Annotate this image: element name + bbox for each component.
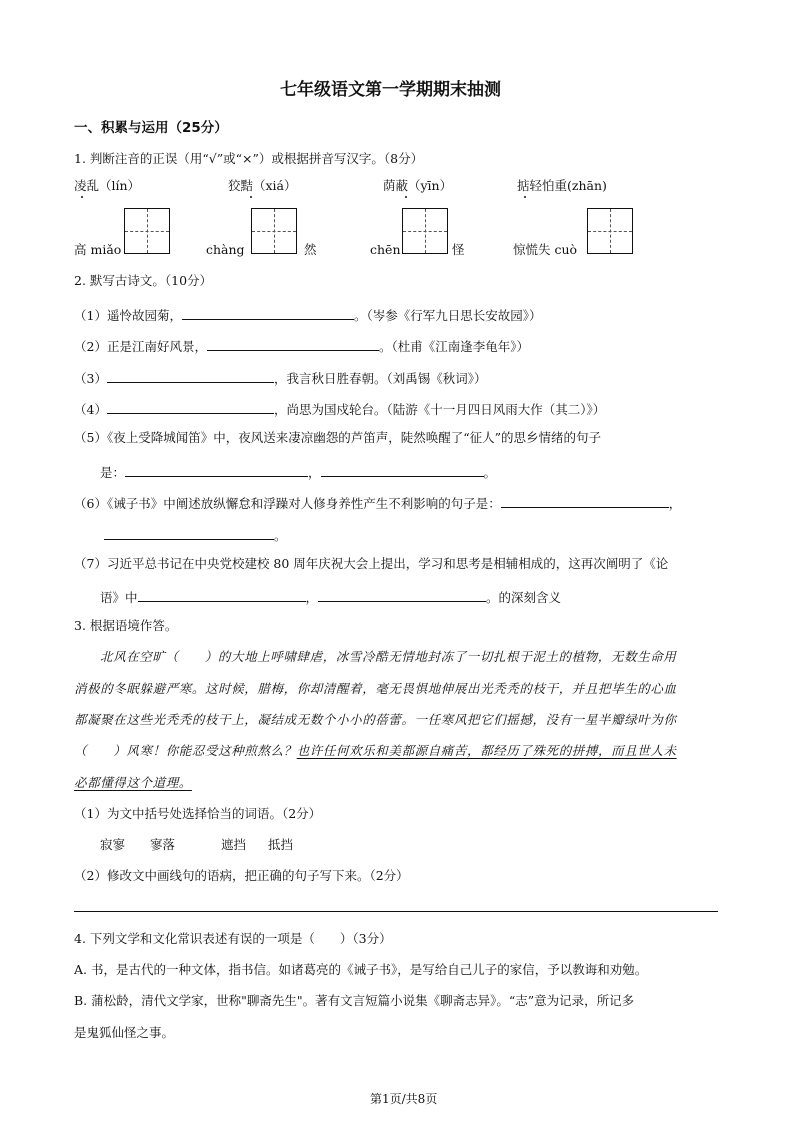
q1-pinyin: chàng [206, 242, 245, 257]
q3-passage-line: 消极的冬眠躲避严寒。这时候，腊梅，你却清醒着，毫无畏惧地伸展出光秃秃的枝干，并且把毕生的心血 [74, 681, 677, 696]
q3-sub1: （1）为文中括号处选择恰当的词语。（2分） [74, 806, 322, 821]
q1-item: 掂轻怕重(zhān) [517, 178, 607, 193]
answer-blank[interactable] [207, 338, 379, 351]
q2-line-1: （1）遥怜故园菊， 。（岑参《行军九日思长安故园》） [74, 308, 542, 323]
q2-line-5b: 是： ， 。 [100, 465, 497, 480]
q2-line-5a: （5）《夜上受降城闻笛》中，夜风送来凄凉幽怨的芦笛声，陡然唤醒了“征人”的思乡情绪的句子 [74, 430, 601, 445]
answer-blank[interactable] [321, 464, 484, 477]
q1-pinyin: chēn [370, 242, 401, 257]
page-title: 七年级语文第一学期期末抽测 [280, 80, 501, 100]
q2-line-4: （4） ，尚思为国戍轮台。（陆游《十一月四日风雨大作（其二）》） [74, 402, 606, 417]
q1-stem: 1. 判断注音的正误（用“√”或“×”）或根据拼音写汉字。（8分） [74, 151, 424, 166]
answer-blank[interactable] [107, 401, 274, 414]
q3-passage-line: 北风在空旷（ ）的大地上呼啸肆虐，冰雪冷酷无情地封冻了一切扎根于泥土的植物，无数生命用 [100, 649, 677, 664]
q1-item: 狡黠（xiá） [228, 178, 297, 193]
q1-suffix: 怪 [452, 242, 465, 257]
q3-option: 抵挡 [268, 837, 294, 852]
writing-box[interactable] [587, 208, 633, 254]
q3-option: 寂寥 [100, 837, 126, 852]
q2-line-3: （3） ，我言秋日胜春朝。（刘禹锡《秋词》） [74, 371, 487, 386]
q1-suffix: 然 [304, 242, 317, 257]
page-footer: 第1页/共8页 [370, 1092, 438, 1106]
writing-box[interactable] [402, 208, 448, 254]
q2-line-7b: 语》中 ， 。的深刻含义 [100, 590, 562, 605]
q2-stem: 2. 默写古诗文。（10分） [74, 273, 213, 288]
writing-box[interactable] [251, 208, 297, 254]
q2-line-7a: （7）习近平总书记在中央党校建校 80 周年庆祝大会上提出，学习和思考是相辅相成的，这再次阐明了《论 [74, 556, 669, 571]
underlined-sentence: 也许任何欢乐和美都源自痛苦，都经历了殊死的拼搏，而且世人未 [296, 743, 677, 758]
q3-passage-line: （ ）风寒！你能忍受这种煎熬么？也许任何欢乐和美都源自痛苦，都经历了殊死的拼搏，而且世人未 [74, 743, 677, 758]
answer-blank[interactable] [104, 527, 274, 540]
q2-line-6a: （6）《诫子书》中阐述放纵懈怠和浮躁对人修身养性产生不利影响的句子是： ， [74, 496, 682, 511]
q3-stem: 3. 根据语境作答。 [74, 618, 178, 633]
answer-blank[interactable] [318, 589, 486, 602]
answer-blank[interactable] [107, 370, 274, 383]
q4-option-a: A. 书，是古代的一种文体，指书信。如诸葛亮的《诫子书》，是写给自己儿子的家信，予以教诲和劝勉。 [74, 962, 648, 977]
q2-line-6b: 。 [104, 527, 287, 543]
q3-option: 寥落 [150, 837, 176, 852]
q4-stem: 4. 下列文学和文化常识表述有误的一项是（ ）（3分） [74, 931, 392, 946]
answer-blank[interactable] [501, 495, 669, 508]
q1-pinyin: 高 miǎo [74, 242, 122, 257]
q3-passage-line: 都凝聚在这些光秃秃的枝干上，凝结成无数个小小的蓓蕾。一任寒风把它们摇撼，没有一星半瓣绿叶为你 [74, 712, 677, 727]
writing-box[interactable] [124, 208, 170, 254]
section-heading: 一、积累与运用（25分） [74, 120, 228, 136]
q4-option-b: B. 蒲松龄，清代文学家，世称"聊斋先生"。著有文言短篇小说集《聊斋志异》。“志”意为记录，所记多 [74, 993, 635, 1008]
q4-option-b-cont: 是鬼狐仙怪之事。 [74, 1025, 175, 1040]
q1-pinyin: 惊慌失 cuò [513, 242, 578, 257]
underlined-sentence-end: 必都懂得这个道理。 [74, 775, 192, 790]
q2-line-2: （2）正是江南好风景， 。（杜甫《江南逢李龟年》） [74, 339, 529, 354]
q3-option: 遮挡 [221, 837, 247, 852]
answer-line[interactable] [74, 911, 718, 912]
answer-blank[interactable] [125, 464, 308, 477]
q3-sub2: （2）修改文中画线句的语病，把正确的句子写下来。（2分） [74, 868, 409, 883]
q1-item: 荫蔽（yīn） [383, 178, 453, 193]
answer-blank[interactable] [182, 307, 354, 320]
q1-item: 凌乱（lín） [74, 178, 141, 193]
answer-blank[interactable] [138, 589, 306, 602]
